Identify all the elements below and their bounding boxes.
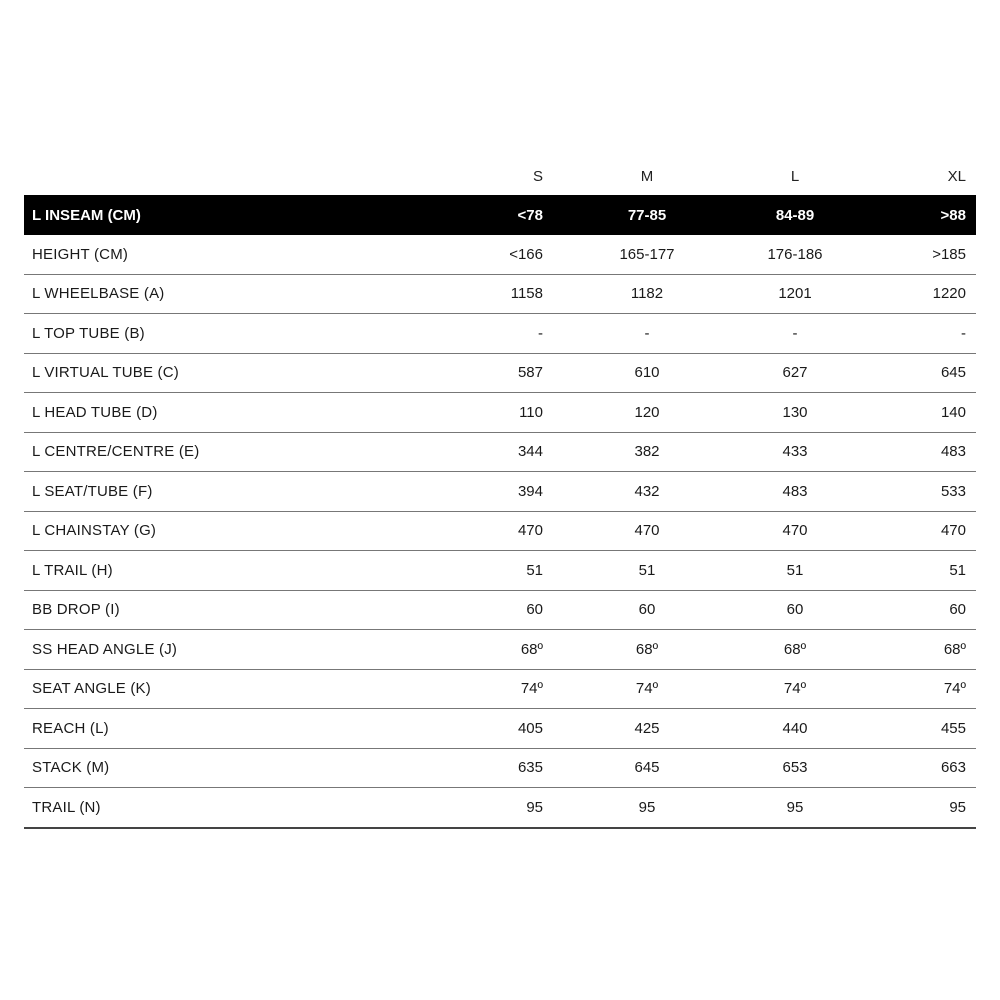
cell-m: 610 <box>600 353 694 393</box>
row-label: SS HEAD ANGLE (J) <box>24 630 420 670</box>
cell-m: 60 <box>600 590 694 630</box>
cell-m: 645 <box>600 748 694 788</box>
table-row-reach <box>24 709 976 749</box>
cell-l: 433 <box>694 432 918 472</box>
table-row-l-trail <box>24 551 976 591</box>
geometry-table-body <box>24 195 976 828</box>
table-row-height <box>24 235 976 274</box>
row-label: L SEAT/TUBE (F) <box>24 472 420 512</box>
table-row-seat-tube <box>24 472 976 512</box>
cell-m: 95 <box>600 788 694 828</box>
cell-l: 1201 <box>694 274 918 314</box>
cell-xl: 483 <box>918 432 976 472</box>
cell-s: 344 <box>420 432 600 472</box>
row-label: STACK (M) <box>24 748 420 788</box>
cell-s: 68º <box>420 630 600 670</box>
cell-l: 60 <box>694 590 918 630</box>
cell-m: - <box>600 314 694 354</box>
cell-s: 394 <box>420 472 600 512</box>
cell-l: 440 <box>694 709 918 749</box>
cell-m: 68º <box>600 630 694 670</box>
cell-s: 60 <box>420 590 600 630</box>
row-label: TRAIL (N) <box>24 788 420 828</box>
cell-m: 77-85 <box>600 195 694 235</box>
cell-s: 587 <box>420 353 600 393</box>
cell-s: <166 <box>420 235 600 274</box>
cell-xl: >185 <box>918 235 976 274</box>
cell-l: 68º <box>694 630 918 670</box>
cell-s: 1158 <box>420 274 600 314</box>
row-label: L CHAINSTAY (G) <box>24 511 420 551</box>
cell-s: 74º <box>420 669 600 709</box>
row-label: L TRAIL (H) <box>24 551 420 591</box>
cell-l: 627 <box>694 353 918 393</box>
cell-xl: 60 <box>918 590 976 630</box>
cell-l: 74º <box>694 669 918 709</box>
size-header-s: S <box>532 168 543 185</box>
cell-m: 1182 <box>600 274 694 314</box>
cell-xl: 140 <box>918 393 976 433</box>
table-row-stack <box>24 748 976 788</box>
row-label: L HEAD TUBE (D) <box>24 393 420 433</box>
cell-xl: 68º <box>918 630 976 670</box>
size-header-m: M <box>640 168 654 185</box>
cell-xl: 455 <box>918 709 976 749</box>
cell-m: 74º <box>600 669 694 709</box>
cell-m: 470 <box>600 511 694 551</box>
table-row-inseam <box>24 195 976 235</box>
cell-l: 483 <box>694 472 918 512</box>
row-label: L CENTRE/CENTRE (E) <box>24 432 420 472</box>
row-label: L VIRTUAL TUBE (C) <box>24 353 420 393</box>
cell-l: 84-89 <box>694 195 918 235</box>
cell-m: 165-177 <box>600 235 694 274</box>
cell-xl: >88 <box>918 195 976 235</box>
table-row-wheelbase <box>24 274 976 314</box>
cell-s: <78 <box>420 195 600 235</box>
cell-xl: 95 <box>918 788 976 828</box>
cell-l: 95 <box>694 788 918 828</box>
table-row-trail <box>24 788 976 828</box>
header-label-cell <box>24 158 420 195</box>
cell-m: 432 <box>600 472 694 512</box>
table-row-virtual-tube <box>24 353 976 393</box>
row-label: L INSEAM (CM) <box>24 195 420 235</box>
table-row-head-angle <box>24 630 976 670</box>
cell-s: 635 <box>420 748 600 788</box>
size-header-xl: XL <box>947 168 966 185</box>
cell-l: 653 <box>694 748 918 788</box>
size-header-l: L <box>790 168 800 185</box>
cell-s: - <box>420 314 600 354</box>
cell-s: 51 <box>420 551 600 591</box>
size-header-row <box>24 158 976 195</box>
cell-xl: 51 <box>918 551 976 591</box>
cell-xl: 74º <box>918 669 976 709</box>
row-label: L WHEELBASE (A) <box>24 274 420 314</box>
table-row-bb-drop <box>24 590 976 630</box>
cell-xl: - <box>918 314 976 354</box>
row-label: SEAT ANGLE (K) <box>24 669 420 709</box>
cell-l: - <box>694 314 918 354</box>
cell-l: 176-186 <box>694 235 918 274</box>
cell-xl: 533 <box>918 472 976 512</box>
row-label: REACH (L) <box>24 709 420 749</box>
cell-s: 110 <box>420 393 600 433</box>
table-row-centre-centre <box>24 432 976 472</box>
cell-xl: 645 <box>918 353 976 393</box>
cell-xl: 1220 <box>918 274 976 314</box>
table-row-top-tube <box>24 314 976 354</box>
cell-l: 130 <box>694 393 918 433</box>
table-row-chainstay <box>24 511 976 551</box>
row-label: L TOP TUBE (B) <box>24 314 420 354</box>
geometry-table <box>24 158 976 829</box>
row-label: BB DROP (I) <box>24 590 420 630</box>
cell-xl: 663 <box>918 748 976 788</box>
cell-m: 120 <box>600 393 694 433</box>
table-row-seat-angle <box>24 669 976 709</box>
cell-m: 382 <box>600 432 694 472</box>
cell-s: 95 <box>420 788 600 828</box>
cell-m: 425 <box>600 709 694 749</box>
cell-l: 51 <box>694 551 918 591</box>
cell-xl: 470 <box>918 511 976 551</box>
cell-l: 470 <box>694 511 918 551</box>
table-row-head-tube <box>24 393 976 433</box>
row-label: HEIGHT (CM) <box>24 235 420 274</box>
cell-m: 51 <box>600 551 694 591</box>
cell-s: 405 <box>420 709 600 749</box>
cell-s: 470 <box>420 511 600 551</box>
